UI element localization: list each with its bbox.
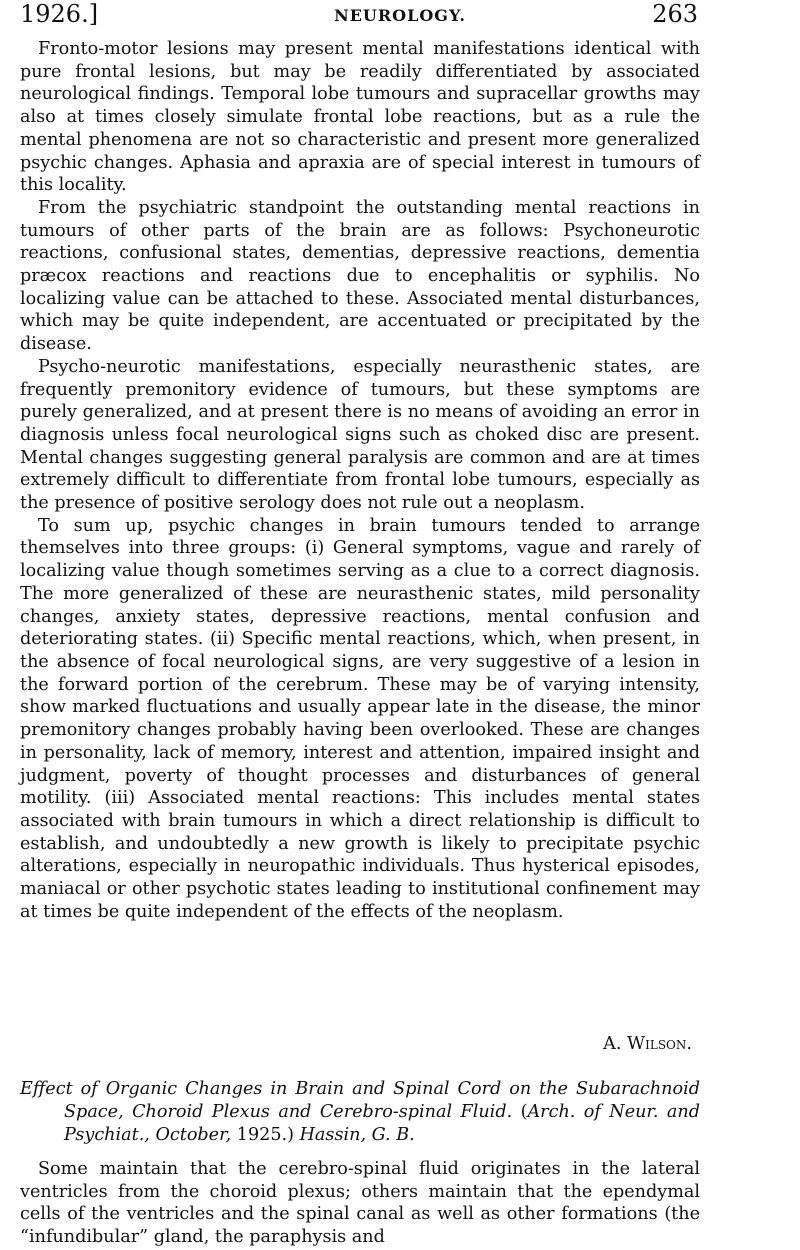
paragraph-3: Psycho-neurotic manifestations, especially neurasthenic states, are frequently premonitory evidence of tumours, but these symptoms are purely generalized, and at present there is no means of avoiding an error in diagnosis unless focal neurological signs such as choked disc are present. Mental changes suggesting general paralysis are common and are at times extremely difficult to differentiate from frontal lobe tumours, especially as the presence of positive serology does not rule out a neoplasm. — [20, 356, 700, 514]
reference-year: 1925.) — [236, 1125, 294, 1145]
reference-author: Hassin, G. B. — [299, 1125, 415, 1145]
reference-heading — [20, 1078, 700, 1147]
paragraph-4: To sum up, psychic changes in brain tumours tended to arrange themselves into three groups: (i) General symptoms, vague and rarely of localizing value though sometimes serving as a clue to a correct diagnosis. The more generalized of these are neurasthenic states, mild personality changes, anxiety states, depressive reactions, mental confusion and deteriorating states. (ii) Specific mental reactions, which, when present, in the absence of focal neurological signs, are very suggestive of a lesion in the forward portion of the cerebrum. These may be of varying intensity, show marked fluctuations and usually appear late in the disease, the minor premonitory changes probably having been overlooked. These are changes in personality, lack of memory, interest and attention, impaired insight and judgment, poverty of thought processes and disturbances of general motility. (iii) Associated mental reactions: This includes mental states associated with brain tumours in which a direct relationship is difficult to establish, and undoubtedly a new growth is likely to precipitate psychic alterations, especially in neuropathic individuals. Thus hysterical episodes, maniacal or other psychotic states leading to institutional confinement may at times be quite independent of the effects of the neoplasm. — [20, 515, 700, 922]
final-paragraph: Some maintain that the cerebro-spinal fluid originates in the lateral ventricles from the choroid plexus; others maintain that the ependymal cells of the ventricles and the spinal canal as well as other formations (the “infundibular” gland, the paraphysis and — [20, 1159, 700, 1248]
second-article-body — [20, 1158, 700, 1249]
author-signature: A. Wilson. — [603, 1034, 692, 1054]
header-section-title: NEUROLOGY. — [334, 6, 466, 25]
reference-title: Effect of Organic Changes in Brain and Spinal Cord on the Subarachnoid Space, Choroid Plexus and Cerebro-spinal Fluid. — [20, 1079, 700, 1122]
paragraph-2: From the psychiatric standpoint the outstanding mental reactions in tumours of other parts of the brain are as follows: Psychoneurotic reactions, confusional states, dementias, depressive reactions, dementia præcox reactions and reactions due to encephalitis or syphilis. No localizing value can be attached to these. Associated mental disturbances, which may be quite independent, are accentuated or precipitated by the disease. — [20, 197, 700, 355]
reference-journal: Arch. of Neur. and Psychiat., October, — [64, 1102, 700, 1145]
reference-open-paren: ( — [520, 1102, 528, 1122]
paragraph-1: Fronto-motor lesions may present mental manifestations identical with pure frontal lesions, but may be readily differentiated by associated neurological findings. Temporal lobe tumours and supracellar growths may also at times closely simulate frontal lobe reactions, but as a rule the mental phenomena are not so characteristic and present more generalized psychic changes. Aphasia and apraxia are of special interest in tumours of this locality. — [20, 39, 700, 196]
article-body — [20, 38, 700, 923]
header-page-number: 263 — [652, 0, 698, 28]
running-header — [0, 0, 800, 32]
header-year: 1926.] — [20, 0, 99, 28]
